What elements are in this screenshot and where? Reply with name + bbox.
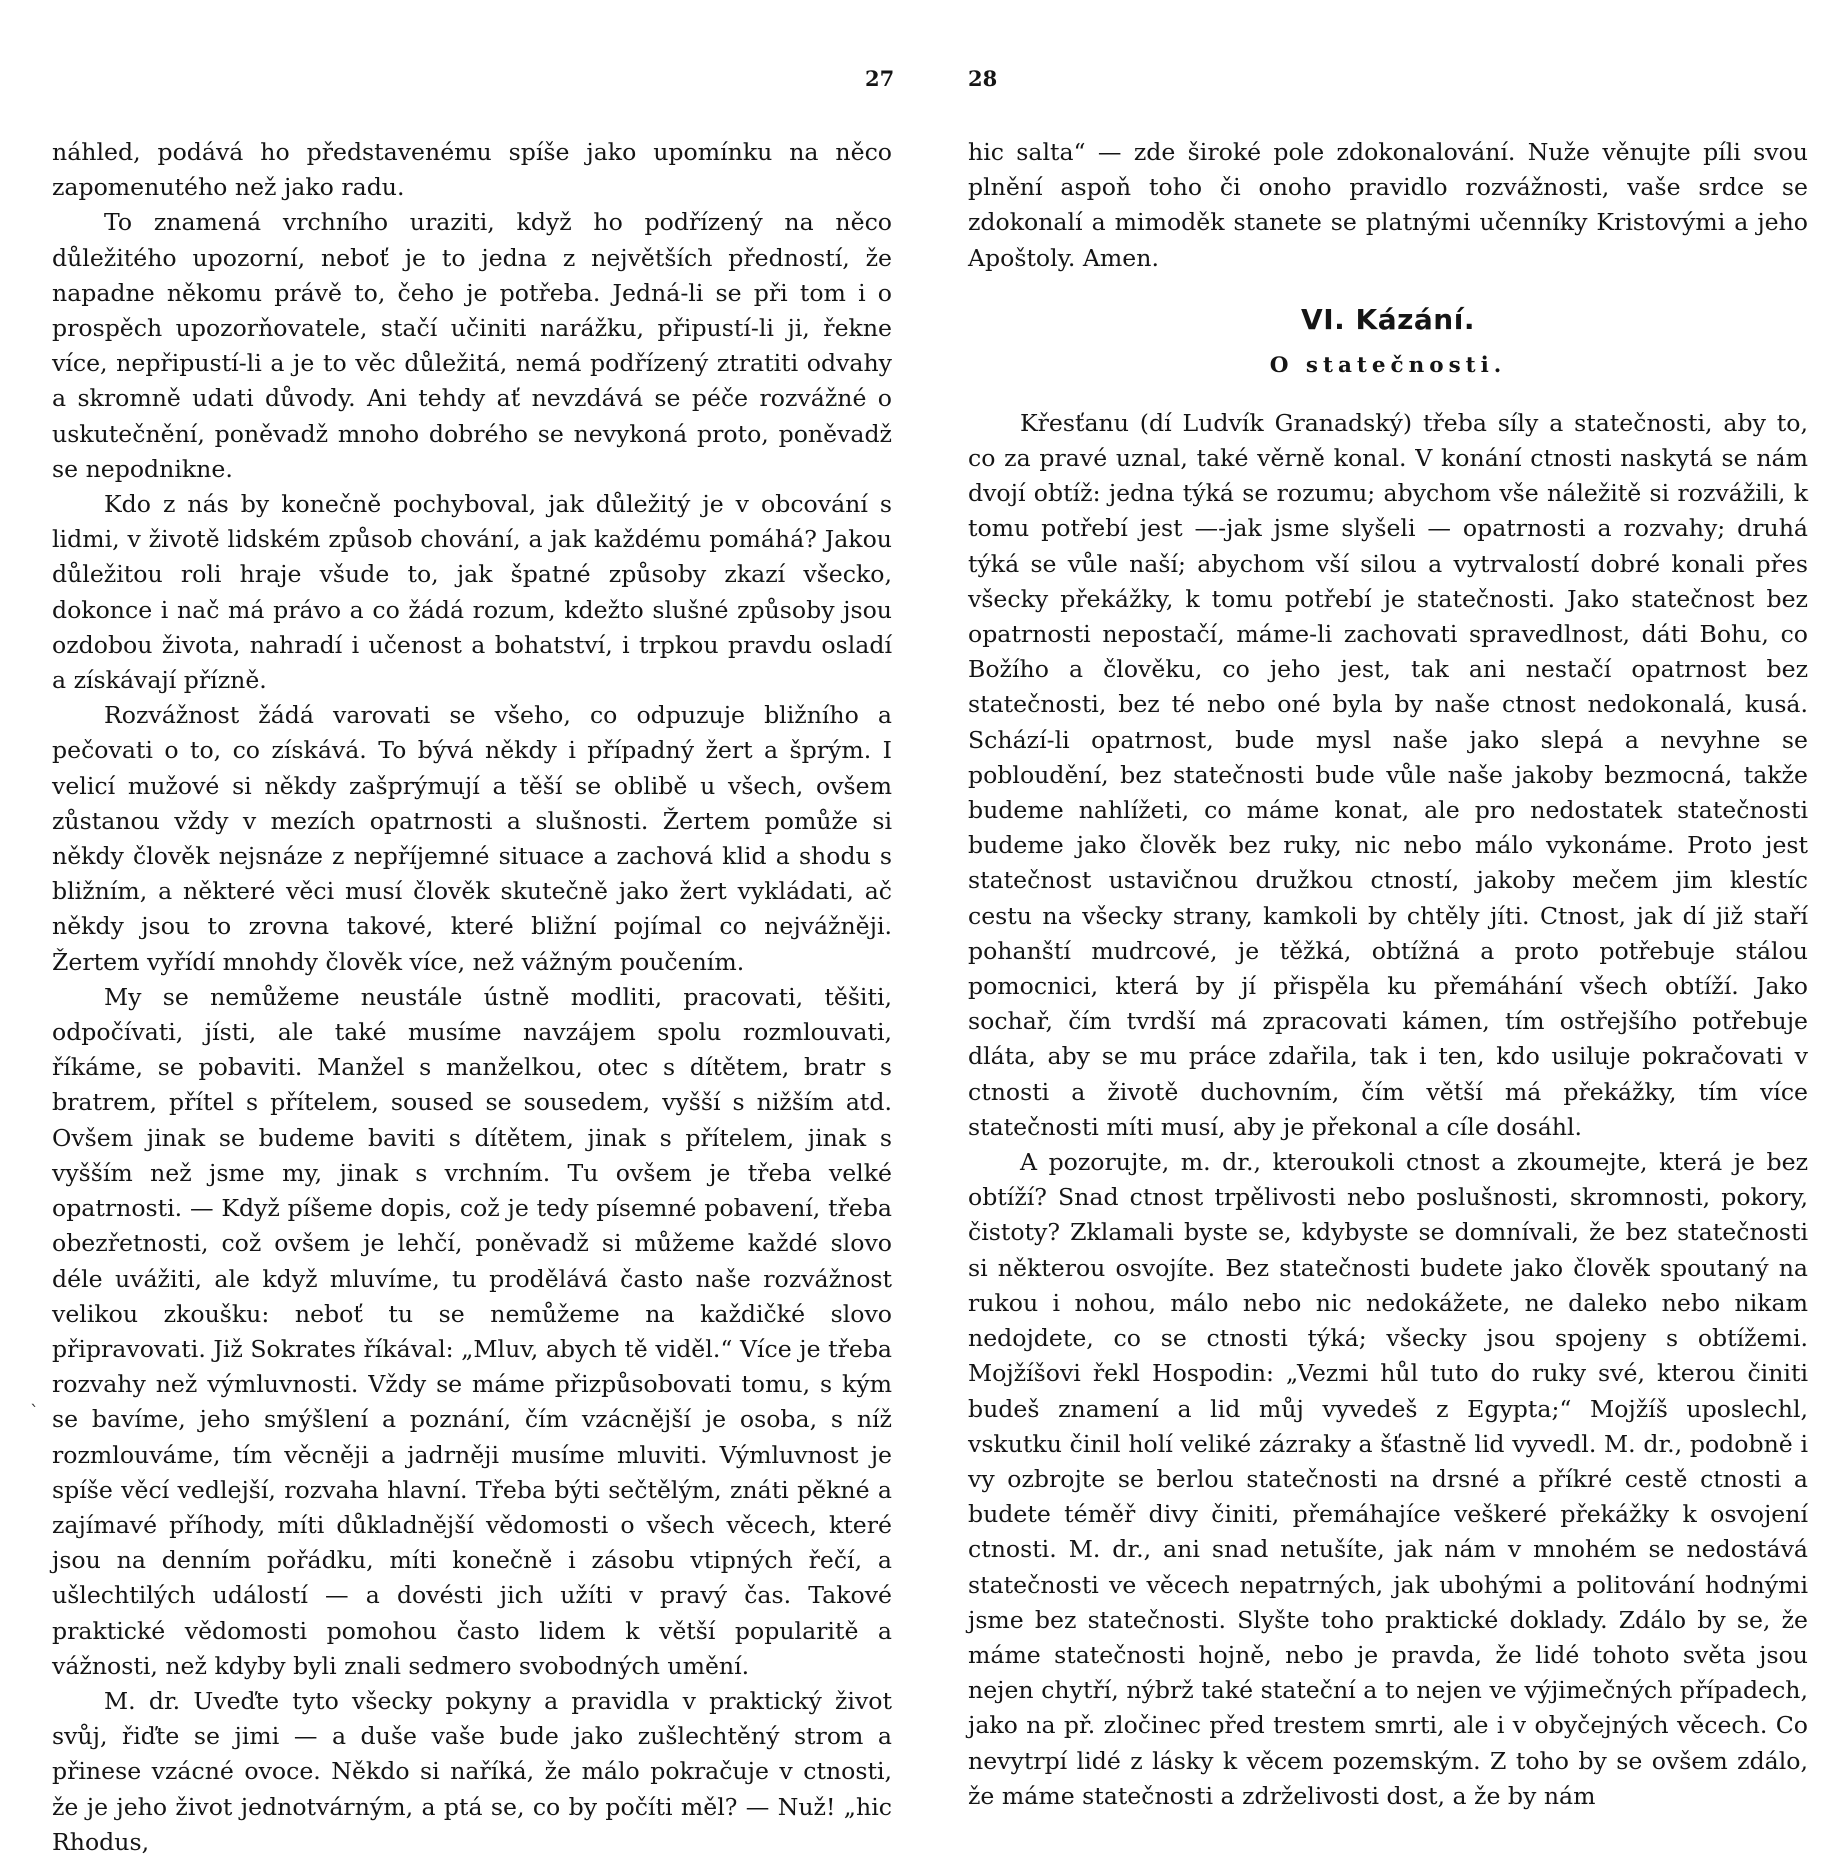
margin-mark: ` [30, 1402, 39, 1423]
page-number: 28 [968, 66, 998, 91]
paragraph: To znamená vrchního uraziti, když ho podřízený na něco důležitého upozorní, neboť je to jedna z největších předností, že napadne někomu právě to, čeho je potřeba. Jedná-li se při tom i o prospěch upozorňovatele, stačí učiniti narážku, připustí-li ji, řekne více, nepřipustí-li a je to věc důležitá, nemá podřízený ztratiti odvahy a skromně udati důvody. Ani tehdy ať nevzdává se péče rozvážné o uskutečnění, poněvadž mnoho dobrého se nevykoná proto, poněvadž se nepodnikne. [52, 208, 892, 483]
paragraph: My se nemůžeme neustále ústně modliti, pracovati, těšiti, odpočívati, jísti, ale také musíme navzájem spolu rozmlouvati, říkáme, se pobaviti. Manžel s manželkou, otec s dítětem, bratr s bratrem, přítel s přítelem, soused se sousedem, vyšší s nižším atd. Ovšem jinak se budeme baviti s dítětem, jinak s přítelem, jinak s vyšším než jsme my, jinak s vrchním. Tu ovšem je třeba velké opatrnosti. — Když píšeme dopis, což je tedy písemné pobavení, třeba obezřetnosti, což ovšem je lehčí, poněvadž si můžeme každé slovo déle uvážiti, ale když mluvíme, tu prodělává často naše rozvážnost velikou zkoušku: neboť tu se nemůžeme na každičké slovo připravovati. Již Sokrates říkával: „Mluv, abych tě viděl.“ Více je třeba rozvahy než výmluvnosti. Vždy se máme přizpůsobovati tomu, s kým se bavíme, jeho smýšlení a poznání, čím vzácnější je osoba, s níž rozmlouváme, tím věcněji a jadrněji musíme mluviti. Výmluvnost je spíše věcí vedlejší, rozvaha hlavní. Třeba býti sečtělým, znáti pěkné a zajímavé příhody, míti důkladnější vědomosti o všech věcech, které jsou na denním pořádku, míti konečně i zásobu vtipných řečí, a ušlechtilých událostí — a dovésti jich užíti v pravý čas. Takové praktické vědomosti pomohou často lidem k větší popularitě a vážnosti, než kdyby byli znali sedmero svobodných umění. [52, 982, 892, 1680]
paragraph: Křesťanu (dí Ludvík Granadský) třeba síly a statečnosti, aby to, co za pravé uznal, také věrně konal. V konání ctnosti naskytá se nám dvojí obtíž: jedna týká se rozumu; abychom vše náležitě si rozvážili, k tomu potřebí jest —-jak jsme slyšeli — opatrnosti a rozvahy; druhá týká se vůle naší; abychom vší silou a vytrvalostí dobré konali přes všecky překážky, k tomu potřebí je statečnosti. Jako statečnost bez opatrnosti nepostačí, máme-li zachovati spravedlnost, dáti Bohu, co Božího a člověku, co jeho jest, tak ani nestačí opatrnost bez statečnosti, bez té nebo oné byla by naše ctnost nedokonalá, kusá. Schází-li opatrnost, bude mysl naše jako slepá a nevyhne se pobloudění, bez statečnosti bude vůle naše jakoby bezmocná, takže budeme nahlížeti, co máme konat, ale pro nedostatek statečnosti budeme jako člověk bez ruky, nic nebo málo vykonáme. Proto jest statečnost ustavičnou družkou ctností, jakoby mečem jim klestíc cestu na všecky strany, kamkoli by chtěly jíti. Ctnost, jak dí již staří pohanští mudrcové, je těžká, obtížná a proto potřebuje stálou pomocnici, která by jí přispěla ku přemáhání všech obtíží. Jako sochař, čím tvrdší má zpracovati kámen, tím ostřejšího potřebuje dláta, aby se mu práce zdařila, tak i ten, kdo usiluje pokračovati v ctnosti a životě duchovním, čím větší má překážky, tím více statečnosti míti musí, aby je překonal a cíle dosáhl. [968, 408, 1808, 1141]
paragraph: náhled, podává ho představenému spíše jako upomínku na něco zapomenutého než jako radu. [52, 138, 892, 202]
text-column [52, 135, 892, 1860]
paragraph: A pozorujte, m. dr., kteroukoli ctnost a zkoumejte, která je bez obtíží? Snad ctnost trpělivosti nebo poslušnosti, skromnosti, pokory, čistoty? Zklamali byste se, kdybyste se domnívali, že bez statečnosti si některou osvojíte. Bez statečnosti budete jako člověk spoutaný na rukou i nohou, málo nebo nic nedokážete, ne daleko nebo nikam nedojdete, co se ctnosti týká; všecky jsou spojeny s obtížemi. Mojžíšovi řekl Hospodin: „Vezmi hůl tuto do ruky své, kterou činiti budeš znamení a lid můj vyvedeš z Egypta;“ Mojžíš uposlechl, vskutku činil holí veliké zázraky a šťastně lid vyvedl. M. dr., podobně i vy ozbrojte se berlou statečnosti na drsné a příkré cestě ctnosti a budete téměř divy činiti, přemáhajíce veškeré překážky k osvojení ctnosti. M. dr., ani snad netušíte, jak nám v mnohém se nedostává statečnosti ve věcech nepatrných, jak ubohými a politování hodnými jsme bez statečnosti. Slyšte toho praktické doklady. Zdálo by se, že máme statečnosti hojně, nebo je pravda, že lidé tohoto světa jsou nejen chytří, nýbrž také stateční a to nejen ve výjimečných případech, jako na př. zločinec před trestem smrti, ale i v obyčejných věcech. Co nevytrpí lidé z lásky k věcem pozemským. Z toho by se ovšem zdálo, že máme statečnosti a zdrželivosti dost, a že by nám [968, 1148, 1808, 1810]
paragraph: Kdo z nás by konečně pochyboval, jak důležitý je v obcování s lidmi, v životě lidském způsob chování, a jak každému pomáhá? Jakou důležitou roli hraje všude to, jak špatné způsoby zkazí všecko, dokonce i nač má právo a co žádá rozum, kdežto slušné způsoby jsou ozdobou života, nahradí i učenost a bohatství, i trpkou pravdu osladí a získávají přízně. [52, 490, 892, 695]
page-number: 27 [865, 66, 895, 91]
right-page [916, 0, 1832, 1810]
paragraph: Rozvážnost žádá varovati se všeho, co odpuzuje bližního a pečovati o to, co získává. To bývá někdy i případný žert a šprým. I velicí mužové si někdy zašprýmují a těší se oblibě u všech, ovšem zůstanou vždy v mezích opatrnosti a slušnosti. Žertem pomůže si někdy člověk nejsnáze z nepříjemné situace a zachová klid a shodu s bližním, a některé věci musí člověk skutečně jako žert vykládati, ač někdy jsou to zrovna takové, které bližní pojímal co nejvážněji. Žertem vyřídí mnohdy člověk více, než vážným poučením. [52, 701, 892, 976]
paragraph: M. dr. Uveďte tyto všecky pokyny a pravidla v praktický život svůj, řiďte se jimi — a duše vaše bude jako zušlechtěný strom a přinese vzácné ovoce. Někdo si naříká, že málo pokračuje v ctnosti, že je jeho život jednotvárným, a ptá se, co by počíti měl? — Nuž! „hic Rhodus, [52, 1686, 892, 1856]
left-page [0, 0, 916, 1856]
paragraph: hic salta“ — zde široké pole zdokonalování. Nuže věnujte píli svou plnění aspoň toho či onoho pravidlo rozvážnosti, vaše srdce se zdokonalí a mimoděk stanete se platnými učenníky Kristovými a jeho Apoštoly. Amen. [968, 138, 1808, 272]
sermon-heading: VI. Kázání. [1301, 302, 1475, 336]
sermon-subheading: O statečnosti. [1269, 352, 1507, 378]
text-column [968, 135, 1808, 1814]
